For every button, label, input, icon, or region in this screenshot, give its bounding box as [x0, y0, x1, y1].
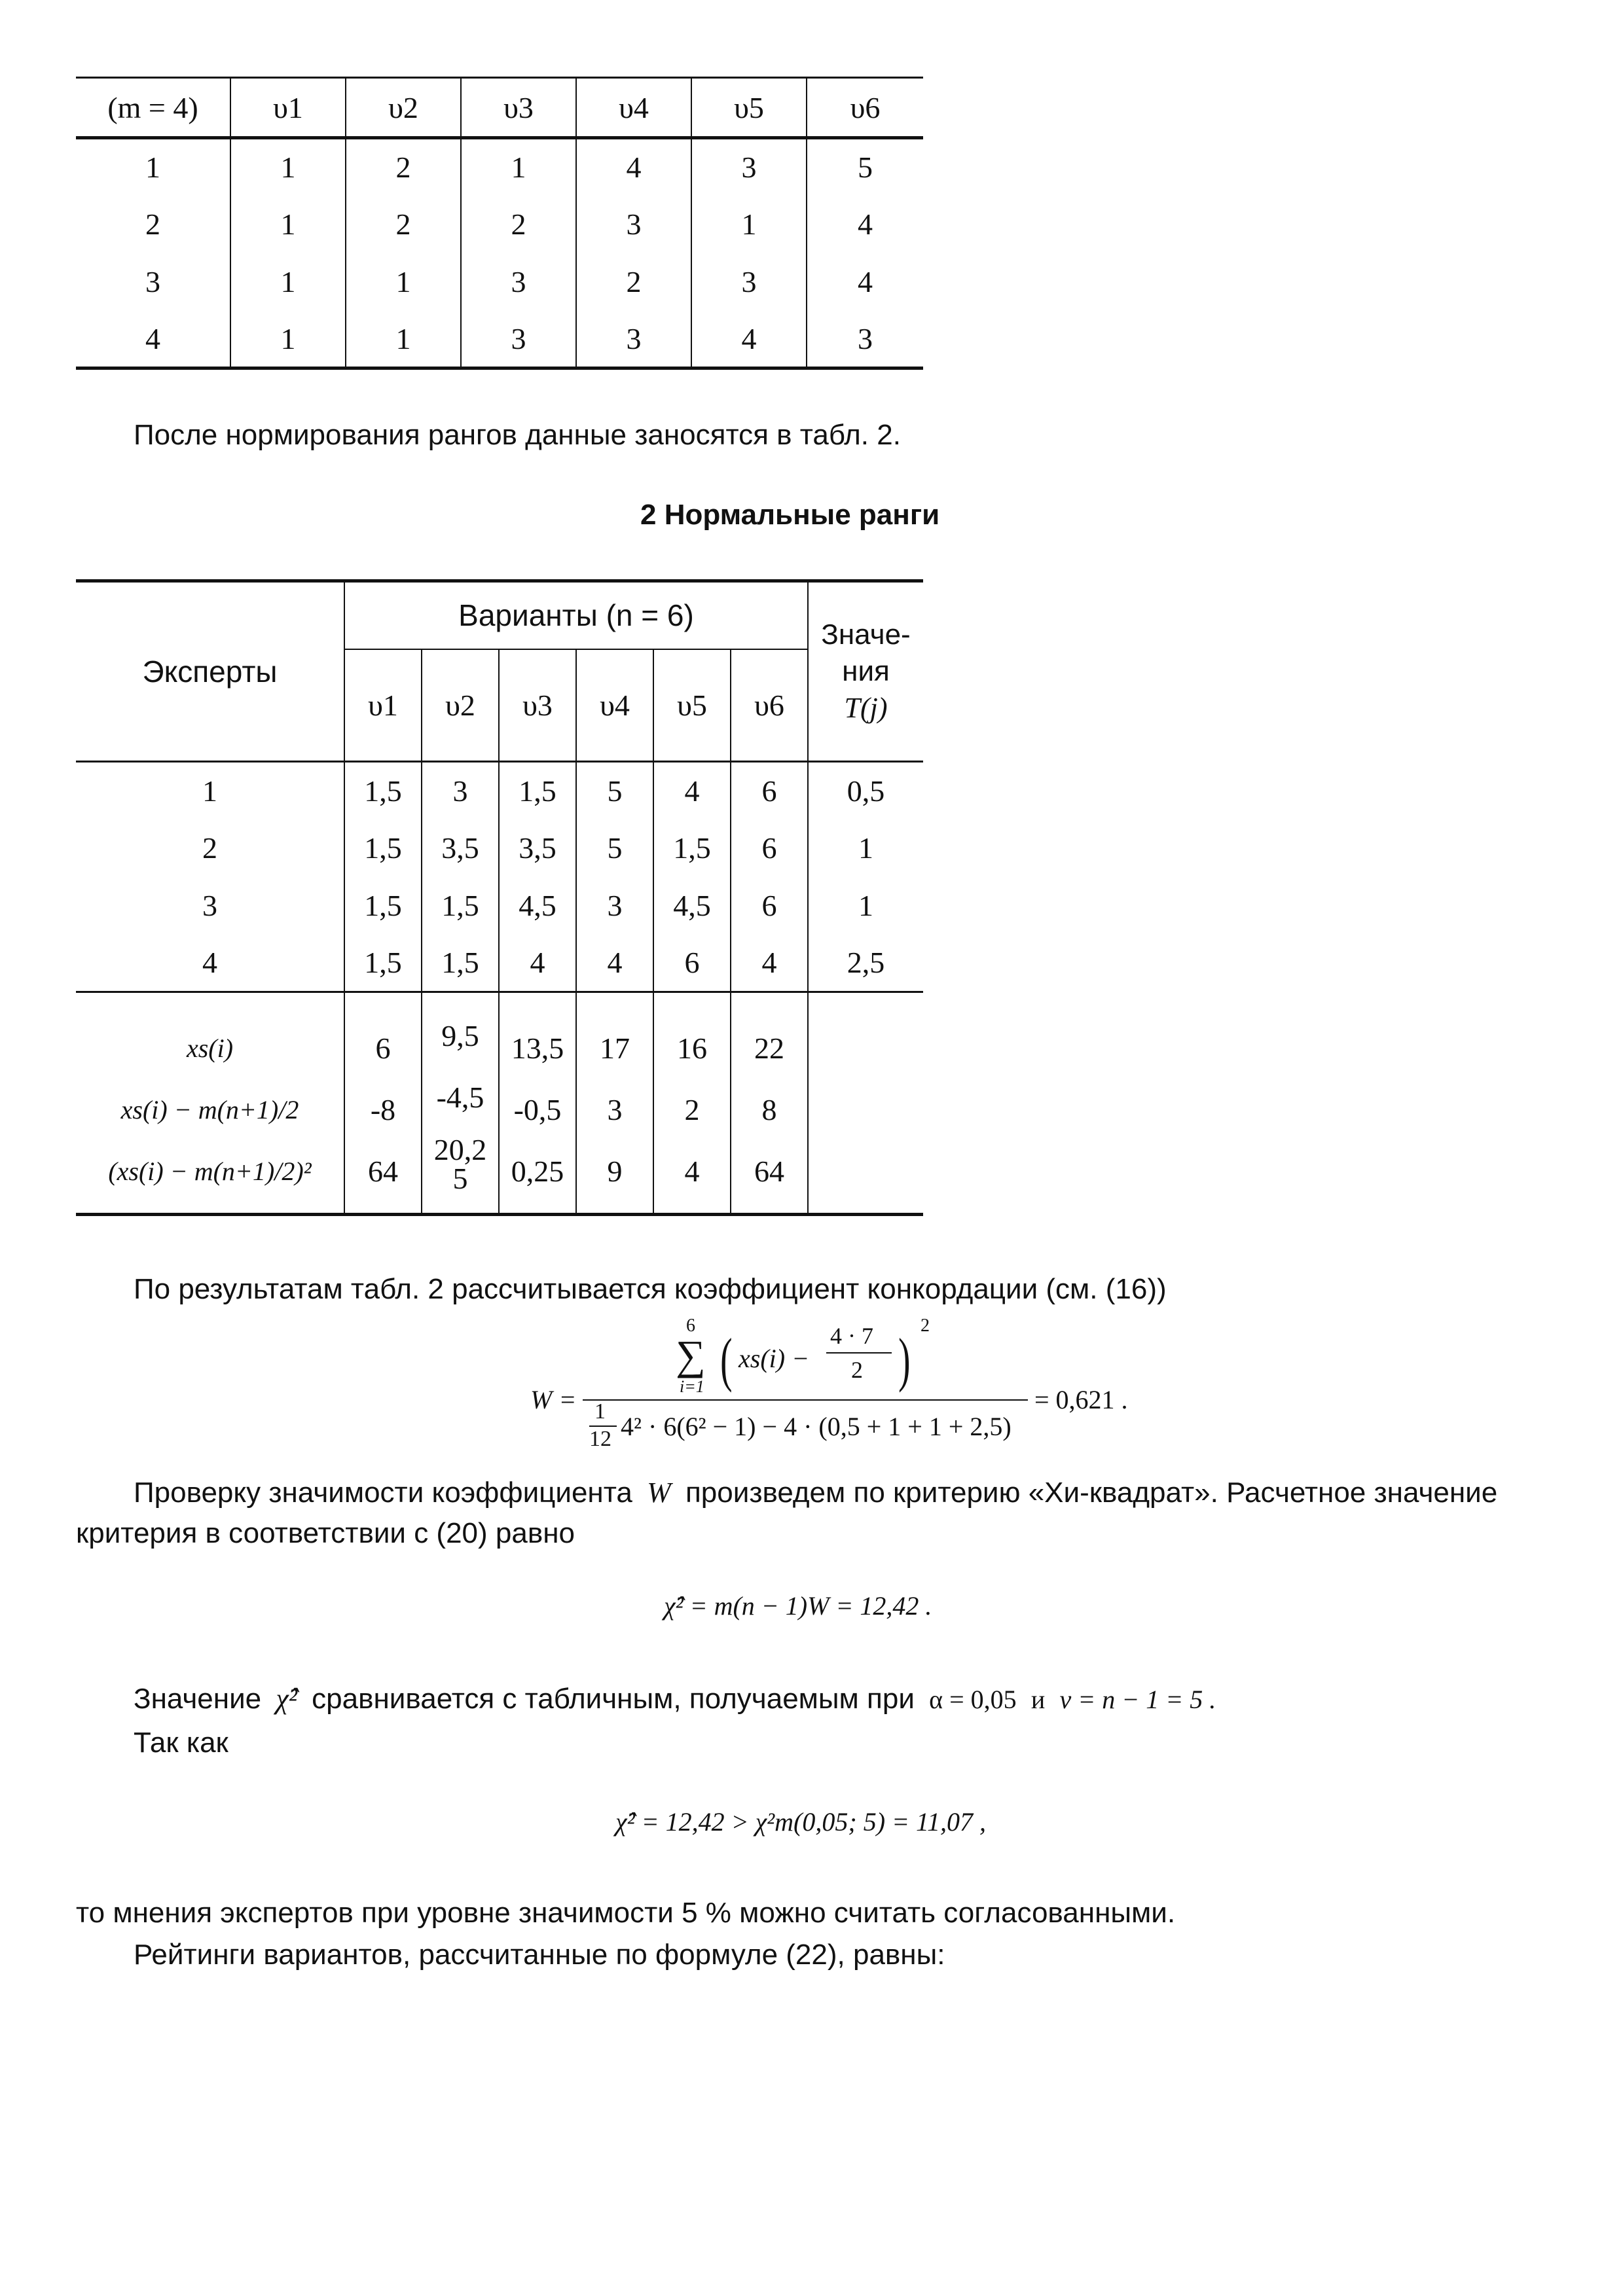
table-cell: 2: [346, 196, 461, 253]
table-cell: 4: [576, 935, 653, 992]
table-cell: 3: [807, 311, 923, 368]
table-cell: 5: [807, 138, 923, 196]
nu-value: ν = n − 1 = 5 .: [1059, 1685, 1216, 1714]
table-cell: 4: [653, 762, 731, 819]
table-cell: 3: [607, 1092, 623, 1126]
table-row: [76, 138, 923, 196]
table-row: [76, 819, 923, 877]
numerator-term: xs(i) −: [739, 1344, 810, 1373]
table-cell: 0,25: [511, 1154, 564, 1188]
table-cell: 4: [202, 946, 217, 980]
frac-line: [826, 1352, 892, 1354]
paragraph-comparison-part2: сравнивается с табличным, получаемым при: [312, 1683, 915, 1715]
paragraph-conclusion: то мнения экспертов при уровне значимости 5 % можно считать согласованными.: [76, 1897, 1176, 1929]
label-xs-deviation-squared: (xs(i) − m(n+1)/2)²: [108, 1156, 312, 1186]
ranks-table-header: [76, 78, 923, 138]
table-cell-part: 20,2: [433, 1133, 487, 1166]
table-row: [76, 762, 923, 819]
table-cell: 1,5: [653, 819, 731, 877]
paren-left: (: [720, 1326, 733, 1393]
table-cell: 5: [576, 819, 653, 877]
table-cell: 1,5: [344, 935, 422, 992]
normal-ranks-table: [76, 579, 923, 1216]
header-m: (m = 4): [107, 90, 198, 124]
conjunction-and: и: [1030, 1685, 1046, 1714]
table2-calc-row: [76, 992, 923, 1215]
calc-col-v1: [344, 992, 422, 1215]
col-v1: υ1: [344, 649, 422, 762]
paragraph-ratings: Рейтинги вариантов, рассчитанные по формуле (22), равны:: [134, 1939, 945, 1971]
table-cell: 1: [346, 253, 461, 311]
table-cell: 0,5: [808, 762, 923, 819]
sum-lower-limit: i=1: [680, 1377, 704, 1396]
calc-col-empty: [808, 992, 923, 1215]
table-cell: 4: [145, 321, 160, 355]
table-cell: 1,5: [422, 877, 499, 935]
calc-col-v4: [576, 992, 653, 1215]
formula-w-result: = 0,621 .: [1034, 1385, 1128, 1414]
table-cell: 4,5: [653, 877, 731, 935]
chi-hat-symbol: χ̂²: [276, 1683, 297, 1715]
table-cell: 3: [576, 311, 691, 368]
table-cell-wrapped: [422, 1128, 498, 1200]
main-fraction-line: [583, 1399, 1028, 1401]
table-cell: 64: [754, 1154, 784, 1188]
table-cell: 3: [691, 253, 807, 311]
paragraph-comparison-part1: Значение: [134, 1683, 262, 1715]
table-cell: -4,5: [436, 1081, 484, 1114]
table-cell: 1: [230, 311, 346, 368]
table-cell: 2: [145, 207, 160, 241]
col-v3: υ3: [499, 649, 576, 762]
label-xs: xs(i): [186, 1033, 234, 1063]
values-header-line3: T(j): [844, 692, 888, 724]
formula-concordance: [530, 1316, 1128, 1453]
table-cell: 3: [691, 138, 807, 196]
paragraph-concordance: По результатам табл. 2 рассчитывается коэффициент конкордации (см. (16)): [134, 1273, 1167, 1305]
values-header-line2: ния: [842, 655, 890, 687]
table-cell: 1: [346, 311, 461, 368]
table-cell: 2: [684, 1092, 700, 1126]
table-cell: 2: [202, 831, 217, 865]
header-v6: υ6: [807, 78, 923, 138]
sum-upper-limit: 6: [686, 1316, 695, 1336]
table2-caption: 2 Нормальные ранги: [640, 499, 940, 531]
label-xs-deviation: xs(i) − m(n+1)/2: [120, 1094, 299, 1124]
table-cell: 1: [230, 253, 346, 311]
table-cell: 13,5: [511, 1031, 564, 1065]
col-v6: υ6: [731, 649, 808, 762]
table-cell: 5: [576, 762, 653, 819]
table-cell: 4: [807, 253, 923, 311]
table-cell: 22: [754, 1031, 784, 1065]
values-header-line1: Значе-: [821, 619, 911, 651]
table-cell: 1: [461, 138, 576, 196]
table-cell: 6: [653, 935, 731, 992]
table-cell: 6: [731, 819, 808, 877]
paragraph-significance: [134, 1476, 1497, 1509]
ranks-table: [76, 77, 923, 370]
table-row: [76, 253, 923, 311]
table-cell: 4: [731, 935, 808, 992]
table-cell: 16: [677, 1031, 707, 1065]
table-cell: 3: [576, 877, 653, 935]
table-cell: 64: [368, 1154, 398, 1188]
table-cell: -0,5: [513, 1092, 562, 1126]
table-cell: 3: [202, 889, 217, 922]
col-v5: υ5: [653, 649, 731, 762]
table-cell: 1,5: [422, 935, 499, 992]
col-v2: υ2: [422, 649, 499, 762]
formula-w-lhs: W =: [530, 1385, 577, 1414]
power: 2: [921, 1316, 930, 1336]
paren-right: ): [898, 1326, 911, 1393]
coefficient-w: W: [647, 1477, 671, 1509]
table-row: [76, 311, 923, 368]
paragraph-significance-part1: Проверку значимости коэффициента: [134, 1477, 632, 1509]
table-row: [76, 935, 923, 992]
table-cell: 1: [145, 151, 160, 185]
table-cell: 6: [375, 1031, 391, 1065]
table-cell: 3: [461, 253, 576, 311]
table-row: [76, 196, 923, 253]
table-cell: 3: [422, 762, 499, 819]
table-cell: 4: [691, 311, 807, 368]
table-cell: 2: [461, 196, 576, 253]
table-cell: 1,5: [344, 877, 422, 935]
table-cell: 4: [684, 1154, 700, 1188]
header-v1: υ1: [230, 78, 346, 138]
table-cell: 3: [461, 311, 576, 368]
table-cell: 17: [600, 1031, 630, 1065]
denom-frac-denominator: 12: [589, 1427, 611, 1451]
calc-col-v3: [499, 992, 576, 1215]
experts-header: Эксперты: [142, 655, 278, 689]
table-cell: 1,5: [344, 819, 422, 877]
values-header: [808, 581, 923, 762]
header-v4: υ4: [576, 78, 691, 138]
denominator-expression: 4² · 6(6² − 1) − 4 · (0,5 + 1 + 1 + 2,5): [621, 1412, 1012, 1441]
table-cell: 3: [145, 265, 160, 298]
table-cell: 2: [346, 138, 461, 196]
paragraph-comparison: [134, 1682, 1216, 1715]
table-cell: -8: [370, 1092, 396, 1126]
table2-header-row: [76, 581, 923, 649]
calc-labels: [76, 992, 344, 1215]
col-v4: υ4: [576, 649, 653, 762]
table-cell: 1,5: [499, 762, 576, 819]
table-cell-part: 5: [452, 1162, 468, 1195]
table-cell: 3: [576, 196, 691, 253]
calc-col-v5: [653, 992, 731, 1215]
table-cell: 4: [576, 138, 691, 196]
variants-header: Варианты (n = 6): [344, 581, 808, 649]
paragraph-significance-part2: произведем по критерию «Хи-квадрат». Расчетное значение: [685, 1477, 1498, 1509]
paragraph-since: Так как: [134, 1727, 228, 1759]
table-cell: 1: [808, 877, 923, 935]
frac-numerator: 4 · 7: [830, 1323, 873, 1349]
formula-chi-square: χ̂² = m(n − 1)W = 12,42 .: [664, 1591, 932, 1621]
table-cell: 2,5: [808, 935, 923, 992]
table-cell: 1: [691, 196, 807, 253]
formula-chi-square-comparison: χ̂² = 12,42 > χ²т(0,05; 5) = 11,07 ,: [615, 1807, 987, 1837]
frac-denominator: 2: [851, 1357, 863, 1383]
denom-frac-numerator: 1: [594, 1399, 606, 1424]
table-cell: 8: [761, 1092, 777, 1126]
alpha-value: α = 0,05: [929, 1685, 1017, 1714]
table-cell: 4: [807, 196, 923, 253]
paragraph-normalization: После нормирования рангов данные заносятся в табл. 2.: [134, 419, 901, 451]
table-cell: 9,5: [441, 1019, 479, 1052]
table-cell: 1,5: [344, 762, 422, 819]
table-cell: 2: [576, 253, 691, 311]
table-cell: 1: [230, 196, 346, 253]
table-cell: 9: [607, 1154, 623, 1188]
table-cell: 1: [808, 819, 923, 877]
table-cell: 6: [731, 877, 808, 935]
table-row: [76, 877, 923, 935]
header-v5: υ5: [691, 78, 807, 138]
table-cell: 1: [230, 138, 346, 196]
header-v2: υ2: [346, 78, 461, 138]
paragraph-significance-line2: критерия в соответствии с (20) равно: [76, 1517, 575, 1549]
calc-col-v6: [731, 992, 808, 1215]
table-cell: 1: [76, 762, 344, 819]
table-cell: 3,5: [499, 819, 576, 877]
table-cell: 3,5: [422, 819, 499, 877]
sum-icon: ∑: [676, 1332, 706, 1378]
table-cell: 4: [499, 935, 576, 992]
calc-col-v2: [422, 992, 499, 1215]
table-cell: 4,5: [499, 877, 576, 935]
header-v3: υ3: [461, 78, 576, 138]
table-cell: 6: [731, 762, 808, 819]
